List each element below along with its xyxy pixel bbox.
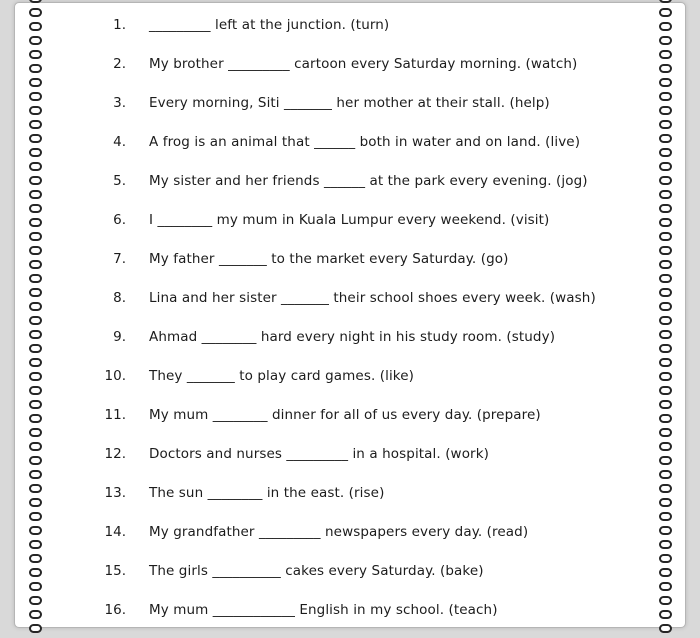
coil-ring [29,344,42,353]
question-row [0,83,700,122]
coil-ring [659,372,672,381]
coil-ring [659,78,672,87]
coil-ring [659,204,672,213]
coil-ring [659,36,672,45]
coil-ring [29,456,42,465]
question-number: 15. [0,563,126,579]
coil-ring [29,428,42,437]
coil-ring [659,330,672,339]
coil-ring [659,316,672,325]
coil-ring [659,176,672,185]
coil-ring [659,134,672,143]
coil-ring [659,512,672,521]
coil-ring [29,330,42,339]
question-text: A frog is an animal that ______ both in water and on land. (live) [149,134,580,150]
coil-ring [659,50,672,59]
coil-ring [29,106,42,115]
coil-ring [659,428,672,437]
question-row [0,122,700,161]
coil-ring [29,512,42,521]
coil-ring [659,498,672,507]
coil-ring [29,400,42,409]
coil-ring [659,610,672,619]
coil-ring [659,64,672,73]
question-number: 8. [0,290,126,306]
question-number: 14. [0,524,126,540]
coil-ring [659,232,672,241]
question-row [0,5,700,44]
coil-ring [29,246,42,255]
question-row [0,239,700,278]
coil-ring [29,218,42,227]
question-text: My brother _________ cartoon every Saturday morning. (watch) [149,56,577,72]
question-text: _________ left at the junction. (turn) [149,17,389,33]
question-number: 2. [0,56,126,72]
coil-ring [659,218,672,227]
question-text: My grandfather _________ newspapers every day. (read) [149,524,528,540]
question-text: The sun ________ in the east. (rise) [149,485,384,501]
question-row [0,200,700,239]
question-text: My mum ____________ English in my school. (teach) [149,602,498,618]
coil-ring [29,78,42,87]
question-number: 16. [0,602,126,618]
coil-ring [29,120,42,129]
question-row [0,356,700,395]
coil-ring [659,526,672,535]
coil-ring [659,246,672,255]
coil-ring [29,540,42,549]
coil-ring [659,0,672,3]
coil-ring [29,92,42,101]
coil-ring [29,442,42,451]
coil-ring [29,162,42,171]
coil-ring [29,582,42,591]
coil-ring [659,358,672,367]
coil-ring [659,148,672,157]
coil-ring [29,0,42,3]
question-row [0,395,700,434]
coil-ring [659,582,672,591]
question-text: I ________ my mum in Kuala Lumpur every weekend. (visit) [149,212,549,228]
coil-ring [659,120,672,129]
coil-ring [29,190,42,199]
coil-ring [29,134,42,143]
question-number: 13. [0,485,126,501]
question-text: Doctors and nurses _________ in a hospital. (work) [149,446,489,462]
question-text: My sister and her friends ______ at the park every evening. (jog) [149,173,588,189]
coil-ring [659,596,672,605]
coil-ring [659,540,672,549]
coil-ring [659,92,672,101]
question-number: 10. [0,368,126,384]
coil-ring [29,358,42,367]
coil-ring [29,148,42,157]
coil-ring [29,498,42,507]
coil-ring [29,596,42,605]
coil-ring [29,274,42,283]
spiral-binding-right [656,0,674,638]
question-row [0,590,700,629]
coil-ring [659,470,672,479]
coil-ring [659,302,672,311]
question-row [0,278,700,317]
coil-ring [29,414,42,423]
coil-ring [29,8,42,17]
question-text: Ahmad ________ hard every night in his study room. (study) [149,329,555,345]
coil-ring [29,36,42,45]
coil-ring [29,288,42,297]
coil-ring [29,50,42,59]
coil-ring [29,176,42,185]
question-row [0,317,700,356]
question-text: My mum ________ dinner for all of us every day. (prepare) [149,407,541,423]
coil-ring [659,568,672,577]
coil-ring [659,624,672,633]
coil-ring [659,106,672,115]
question-number: 6. [0,212,126,228]
question-row [0,512,700,551]
question-row [0,434,700,473]
coil-ring [659,8,672,17]
question-number: 4. [0,134,126,150]
coil-ring [659,190,672,199]
coil-ring [659,22,672,31]
coil-ring [29,526,42,535]
coil-ring [29,372,42,381]
question-number: 11. [0,407,126,423]
coil-ring [659,456,672,465]
question-number: 7. [0,251,126,267]
coil-ring [29,568,42,577]
question-row [0,473,700,512]
coil-ring [659,274,672,283]
question-number: 9. [0,329,126,345]
spiral-binding-left [26,0,44,638]
coil-ring [29,470,42,479]
coil-ring [659,400,672,409]
coil-ring [29,316,42,325]
coil-ring [29,204,42,213]
question-text: The girls __________ cakes every Saturday. (bake) [149,563,484,579]
coil-ring [29,232,42,241]
coil-ring [29,302,42,311]
coil-ring [659,288,672,297]
coil-ring [29,22,42,31]
coil-ring [29,386,42,395]
coil-ring [29,554,42,563]
question-text: They _______ to play card games. (like) [149,368,414,384]
question-text: My father _______ to the market every Saturday. (go) [149,251,508,267]
question-number: 5. [0,173,126,189]
question-number: 1. [0,17,126,33]
coil-ring [29,624,42,633]
coil-ring [29,484,42,493]
coil-ring [659,414,672,423]
coil-ring [659,344,672,353]
coil-ring [659,260,672,269]
coil-ring [29,260,42,269]
question-number: 3. [0,95,126,111]
coil-ring [659,554,672,563]
coil-ring [659,484,672,493]
question-row [0,161,700,200]
question-text: Lina and her sister _______ their school shoes every week. (wash) [149,290,596,306]
coil-ring [659,162,672,171]
coil-ring [659,386,672,395]
question-row [0,44,700,83]
question-number: 12. [0,446,126,462]
question-text: Every morning, Siti _______ her mother at their stall. (help) [149,95,550,111]
coil-ring [659,442,672,451]
coil-ring [29,610,42,619]
coil-ring [29,64,42,73]
question-row [0,551,700,590]
